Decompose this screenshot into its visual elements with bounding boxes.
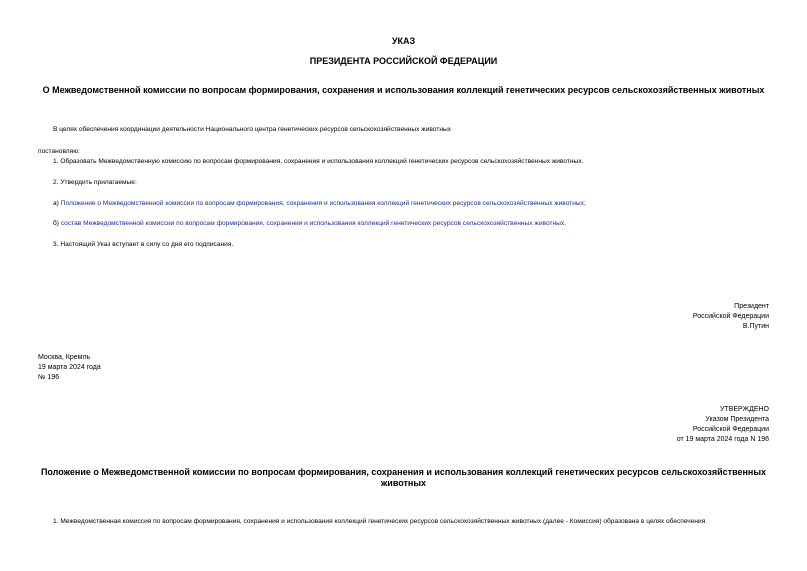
item-2-text: 2. Утвердить прилагаемые: [53, 179, 137, 186]
item-2b [53, 219, 566, 228]
signature-country: Российской Федерации [692, 313, 769, 320]
approval-country: Российской Федерации [692, 426, 769, 433]
approval-heading: УТВЕРЖДЕНО [719, 406, 769, 413]
decree-issuer: ПРЕЗИДЕНТА РОССИЙСКОЙ ФЕДЕРАЦИИ [309, 56, 498, 66]
signing-date: 19 марта 2024 года [38, 364, 101, 371]
regulation-link[interactable]: Положение о Межведомственной комиссии по вопросам формирования, сохранения и использования коллекций генетических ресурсов сельскохозяйственных животных [60, 200, 584, 207]
item-2a-suffix: ; [583, 200, 586, 207]
item-3-text: 3. Настоящий Указ вступает в силу со дня его подписания. [53, 241, 234, 248]
resolve-text: постановляю: [38, 148, 81, 155]
approval-block [677, 405, 769, 445]
approval-by: Указом Президента [705, 416, 769, 423]
item-2b-prefix: б) [53, 220, 61, 227]
item-2a [53, 199, 586, 208]
regulation-title [0, 467, 807, 489]
signature-name: В.Путин [742, 323, 769, 330]
regulation-item-1: 1. Межведомственная комиссия по вопросам формирования, сохранения и использования коллекций генетических ресурсов сельскохозяйственных животных (далее - Комиссия) образована в целях обеспечения [53, 518, 706, 525]
regulation-title-line1: Положение о Межведомственной комиссии по вопросам формирования, сохранения и использования коллекций генетических ресурсов сельскохозяйственных [40, 467, 767, 477]
decree-title: О Межведомственной комиссии по вопросам формирования, сохранения и использования коллекций генетических ресурсов сельскохозяйственных животных [42, 85, 765, 95]
item-2b-suffix: . [564, 220, 567, 227]
signature-block [693, 302, 769, 332]
decree-number: № 196 [38, 374, 60, 381]
signature-title: Президент [734, 303, 769, 310]
decree-word: УКАЗ [391, 36, 416, 46]
place-date-block [38, 353, 101, 383]
item-1-text: 1. Образовать Межведомственную комиссию по вопросам формирования, сохранения и использования коллекций генетических ресурсов сельскохозяйственных животных. [53, 158, 584, 165]
approval-date: от 19 марта 2024 года N 196 [676, 436, 769, 443]
signing-place: Москва, Кремль [38, 354, 91, 361]
composition-link[interactable]: состав Межведомственной комиссии по вопросам формирования, сохранения и использования коллекций генетических ресурсов сельскохозяйственных животных [60, 220, 565, 227]
item-2a-prefix: а) [53, 200, 61, 207]
regulation-title-line2: животных [380, 478, 427, 488]
preamble-text: В целях обеспечения координации деятельности Национального центра генетических ресурсов сельскохозяйственных животных [53, 126, 452, 133]
